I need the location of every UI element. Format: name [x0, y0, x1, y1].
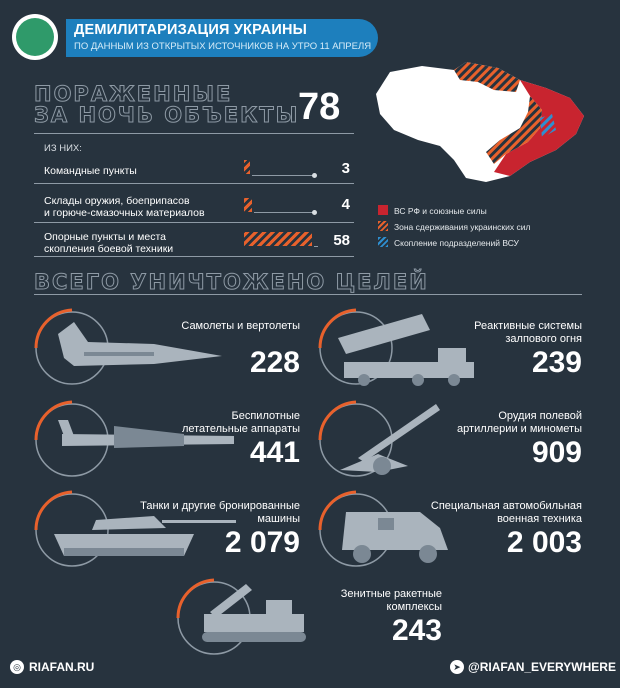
category-value: 441: [249, 436, 300, 469]
hit-row-bar: [244, 160, 250, 174]
hit-title-line2: ЗА НОЧЬ ОБЪЕКТЫ: [34, 103, 300, 127]
category-label: Орудия полевой артиллерии и минометы: [457, 410, 582, 435]
hit-row-value: 4: [341, 196, 350, 213]
hit-row-value: 3: [341, 160, 350, 177]
riafan-logo: [12, 14, 58, 60]
category-label: Самолеты и вертолеты: [181, 320, 300, 332]
legend-label: ВС РФ и союзные силы: [394, 206, 487, 216]
telegram-icon: ➤: [450, 660, 464, 674]
hit-row-label: Склады оружия, боеприпасов и горюче-смазочных материалов: [44, 195, 205, 219]
category-value: 239: [531, 346, 582, 379]
category-label: Специальная автомобильная военная техника: [430, 500, 582, 525]
page-title: ДЕМИЛИТАРИЗАЦИЯ УКРАИНЫ: [74, 22, 308, 38]
legend-swatch-rf: [378, 205, 388, 215]
legend-swatch-zone: [378, 221, 388, 231]
legend-swatch-vsu: [378, 237, 388, 247]
hit-row-bar: [244, 232, 312, 246]
category-value: 2 003: [506, 526, 582, 559]
row-separator: [34, 222, 354, 223]
legend-label: Скопление подразделений ВСУ: [394, 238, 519, 248]
hit-row-value: 58: [333, 232, 350, 249]
category-value: 2 079: [224, 526, 300, 559]
category-label: Зенитные ракетные комплексы: [340, 588, 442, 613]
hit-row-label: Командные пункты: [44, 165, 137, 177]
section-divider: [34, 133, 354, 134]
row-separator: [34, 183, 354, 184]
category-label: Танки и другие бронированные машины: [140, 500, 300, 525]
of-them-label: ИЗ НИХ:: [44, 143, 82, 154]
hit-title-line1: ПОРАЖЕННЫЕ: [34, 82, 233, 106]
hit-row-line: [252, 175, 314, 176]
hit-row-bar: [244, 198, 252, 212]
category-value: 243: [391, 614, 442, 647]
hit-row-line: [254, 212, 314, 213]
category-label: Беспилотные летательные аппараты: [181, 410, 300, 435]
total-title: ВСЕГО УНИЧТОЖЕНО ЦЕЛЕЙ: [34, 270, 429, 294]
site-link[interactable]: RIAFAN.RU: [29, 660, 95, 674]
row-separator: [34, 256, 354, 257]
globe-icon: ◎: [10, 660, 24, 674]
category-value: 909: [531, 436, 582, 469]
hit-row-label: Опорные пункты и места скопления боевой техники: [44, 231, 174, 255]
category-label: Реактивные системы залпового огня: [474, 320, 582, 345]
legend-label: Зона сдерживания украинских сил: [394, 222, 531, 232]
category-value: 228: [249, 346, 300, 379]
hit-total: 78: [298, 86, 341, 128]
section-divider: [34, 294, 582, 295]
ukraine-map: [370, 58, 606, 198]
page-subtitle: ПО ДАННЫМ ИЗ ОТКРЫТЫХ ИСТОЧНИКОВ НА УТРО 11 АПРЕЛЯ: [74, 41, 372, 52]
telegram-link[interactable]: @RIAFAN_EVERYWHERE: [468, 660, 616, 674]
